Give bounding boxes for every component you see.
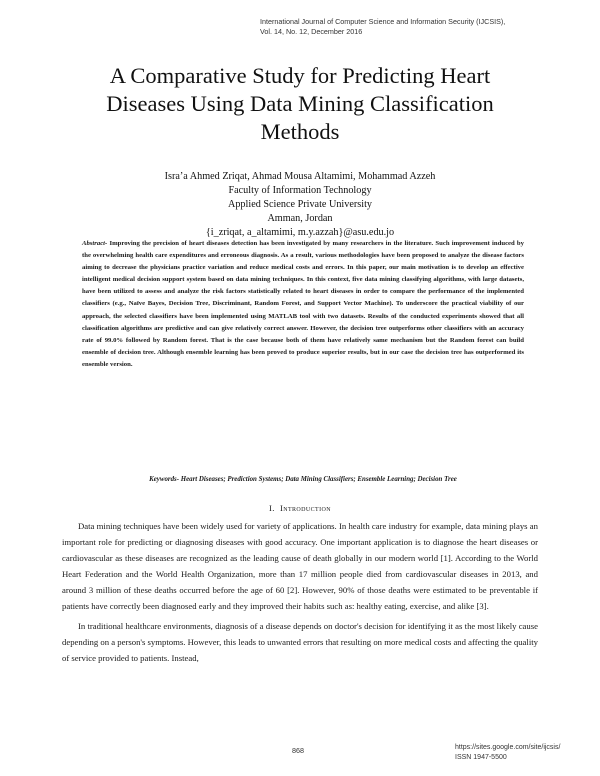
footer-info bbox=[455, 743, 575, 762]
body-paragraph-1: Data mining techniques have been widely used for variety of applications. In health care industry for example, data mining plays an important role for predicting or diagnosing diseases with good accuracy. One important application is to diagnose the heart diseases or cardiovascular as these diseases are recognized as the leading cause of death globally in our modern world [1]. According to the World Heart Federation and the World Health Organization, more than 17 million people died from cardiovascular diseases in 2013, and around 3 million of these deaths occurred before the age of 60 [2]. However, 90% of those deaths were estimated to be preventable if patients have correctly been diagnosed early and they improved their habits such as: healthy eating, exercise, and alike [3]. bbox=[62, 521, 538, 611]
paper-title bbox=[40, 62, 560, 146]
author-university: Applied Science Private University bbox=[227, 199, 372, 210]
abstract bbox=[82, 238, 524, 371]
journal-header bbox=[260, 17, 560, 37]
section-number: I. bbox=[269, 503, 275, 513]
keywords: Keywords- Heart Diseases; Prediction Systems; Data Mining Classifiers; Ensemble Learning; Decision Tree bbox=[149, 476, 457, 483]
journal-name: International Journal of Computer Science and Information Security (IJCSIS), bbox=[260, 17, 506, 26]
author-names: Isra’a Ahmed Zriqat, Ahmad Mousa Altamimi, Mohammad Azzeh bbox=[164, 171, 436, 182]
body-paragraph-2: In traditional healthcare environments, diagnosis of a disease depends on doctor's decision for identifying it as the most likely cause depending on a person's symptoms. However, this leads to unwanted errors that resulting on more medical costs and affecting the quality of service provided to patients. Instead, bbox=[62, 621, 538, 663]
page-number: 868 bbox=[292, 746, 304, 755]
title-line-1: A Comparative Study for Predicting Heart bbox=[109, 63, 491, 88]
footer-url: https://sites.google.com/site/ijcsis/ bbox=[455, 744, 561, 751]
author-faculty: Faculty of Information Technology bbox=[228, 185, 372, 196]
journal-volume: Vol. 14, No. 12, December 2016 bbox=[260, 27, 363, 36]
body-text bbox=[62, 518, 538, 670]
abstract-label: Abstract- bbox=[82, 240, 108, 247]
authors-block bbox=[100, 170, 500, 240]
author-emails: {i_zriqat, a_altamimi, m.y.azzah}@asu.edu.jo bbox=[205, 227, 395, 238]
section-heading bbox=[0, 503, 600, 513]
section-title: Introduction bbox=[279, 503, 331, 513]
author-location: Amman, Jordan bbox=[267, 213, 333, 224]
abstract-text: Improving the precision of heart diseases detection has been investigated by many researchers in the literature. Such improvement induced by the overwhelming health care expenditures and erroneous diagnosis. As a result, various methodologies have been proposed to analyze the disease factors aiming to decrease the physicians practice variation and reduce medical costs and errors. In this paper, our main motivation is to develop an effective intelligent medical decision support system based on data mining techniques. In this context, five data mining classifying algorithms, with large datasets, have been utilized to assess and analyze the risk factors statistically related to heart diseases in order to compare the performance of the implemented classifiers (e.g., Naïve Bayes, Decision Tree, Discriminant, Random Forest, and Support Vector Machine). To underscore the practical viability of our approach, the selected classifiers have been implemented using MATLAB tool with two datasets. Results of the conducted experiments showed that all classification algorithms are predictive and can give relatively correct answer. However, the decision tree outperforms other classifiers with an accuracy rate of 99.0% followed by Random forest. That is the case because both of them have relatively same mechanism but the Random forest can build ensemble of decision tree. Although ensemble learning has been proved to produce superior results, but in our case the decision tree has outperformed its ensemble version. bbox=[82, 240, 524, 368]
footer-issn: ISSN 1947-5500 bbox=[455, 753, 507, 761]
title-line-3: Methods bbox=[260, 119, 340, 144]
title-line-2: Diseases Using Data Mining Classification bbox=[106, 91, 494, 116]
